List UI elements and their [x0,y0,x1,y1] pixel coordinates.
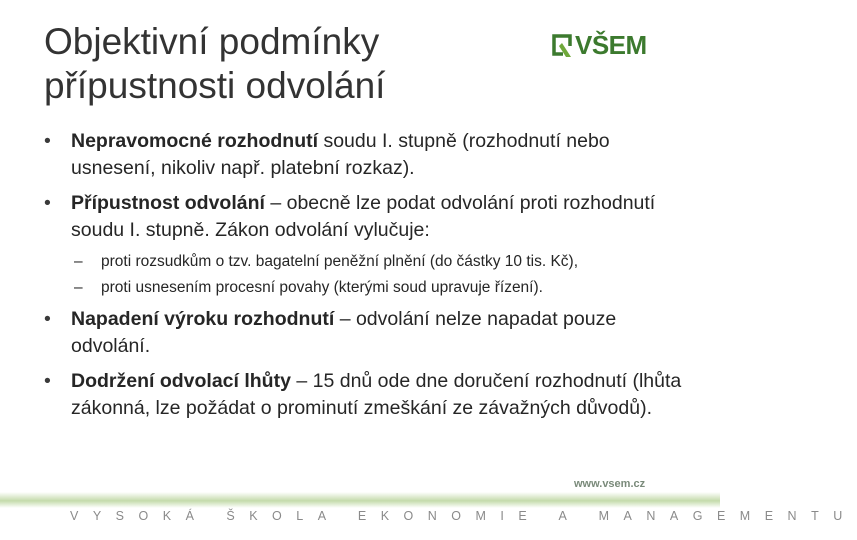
bullet-text: – 15 dnů ode dne doručení rozhodnutí (lhůta zákonná, lze požádat o prominutí zmeškání ze závažných důvodů). [71,370,682,419]
slide-content [44,128,689,430]
logo-mark-icon [554,33,572,57]
bullet-icon: • [44,370,51,392]
logo-text: VŠEM [575,29,647,60]
bullet-icon: • [44,192,51,214]
bullet-text: – odvolání nelze napadat pouze odvolání. [71,308,617,357]
footer-band [0,492,720,508]
bullet-item [44,128,689,182]
sub-bullet-list [44,252,689,298]
bullet-bold-text: Nepravomocné rozhodnutí [71,130,319,152]
bullet-bold-text: Napadení výroku rozhodnutí [71,308,335,330]
sub-bullet-text: proti usnesením procesní povahy (kterými soud upravuje řízení). [101,279,543,296]
slide-title-line-1: Objektivní podmínky [44,21,380,62]
bullet-bold-text: Přípustnost odvolání [71,192,265,214]
bullet-icon: • [44,130,51,152]
footer-school-name: VYSOKÁ ŠKOLA EKONOMIE A MANAGEMENTU [70,509,857,523]
dash-icon: – [74,279,83,296]
sub-bullet-item [44,278,689,298]
dash-icon: – [74,253,83,270]
bullet-bold-text: Dodržení odvolací lhůty [71,370,291,392]
bullet-item [44,368,689,422]
sub-bullet-item [44,252,689,272]
bullet-text: – obecně lze podat odvolání proti rozhodnutí soudu I. stupně. Zákon odvolání vylučuje: [71,192,656,241]
bullet-item [44,190,689,244]
bullet-icon: • [44,308,51,330]
vsem-logo [554,30,647,60]
footer-url[interactable]: www.vsem.cz [574,478,646,490]
bullet-text: soudu I. stupně (rozhodnutí nebo usnesení, nikoliv např. platební rozkaz). [71,130,610,179]
slide-title-line-2: přípustnosti odvolání [44,65,386,106]
slide-title [44,20,524,108]
bullet-item [44,306,689,360]
sub-bullet-text: proti rozsudkům o tzv. bagatelní peněžní plnění (do částky 10 tis. Kč), [101,253,579,270]
